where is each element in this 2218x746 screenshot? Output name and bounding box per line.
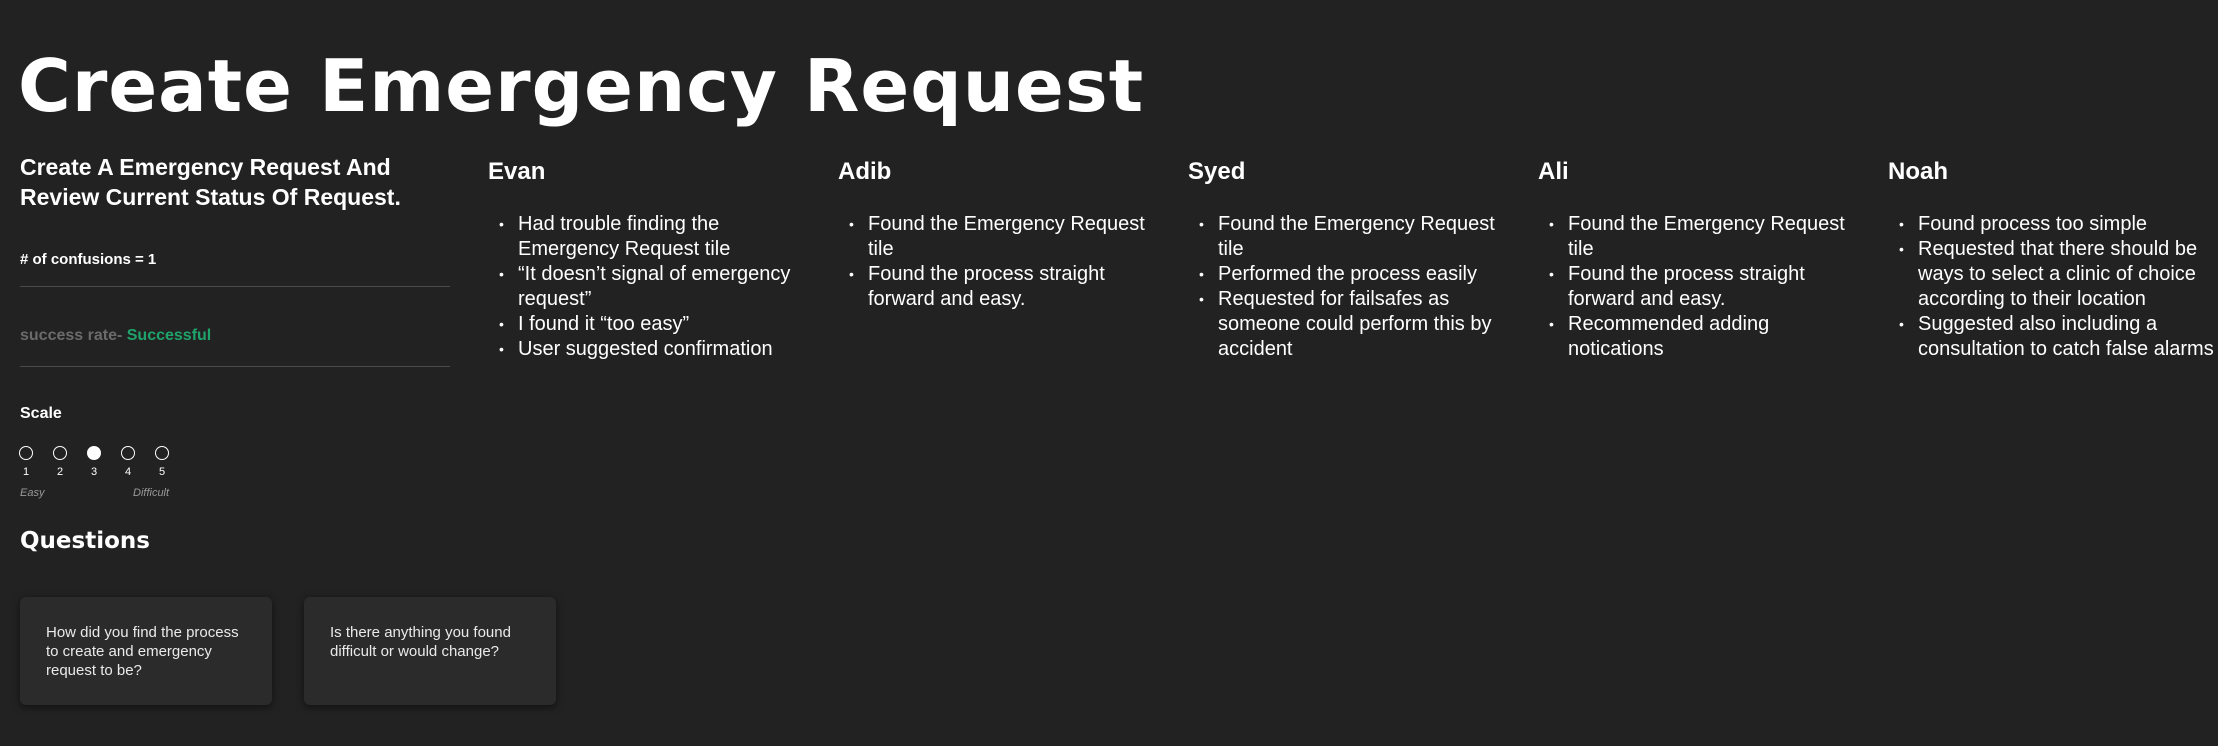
page-title: Create Emergency Request	[18, 44, 1145, 128]
confusions-count: # of confusions = 1	[20, 251, 157, 268]
note-item: • “It doesn’t signal of emergency request”	[518, 262, 818, 312]
note-item: • Found the process straight forward and easy.	[868, 262, 1168, 312]
scale-easy-label: Easy	[20, 487, 45, 499]
participant-name: Noah	[1888, 158, 1948, 185]
note-item: • Found the Emergency Request tile	[1218, 212, 1518, 262]
note-item: • Suggested also including a consultation to catch false alarms	[1918, 312, 2218, 362]
task-description: Create A Emergency Request And Review Current Status Of Request.	[20, 154, 401, 210]
participant-name: Adib	[838, 158, 892, 185]
note-item: • Requested for failsafes as someone could perform this by accident	[1218, 287, 1518, 362]
question-card: How did you find the process to create and emergency request to be?	[20, 597, 272, 705]
note-item: • Performed the process easily	[1218, 262, 1518, 287]
participant-notes	[488, 212, 818, 362]
note-item: • Had trouble finding the Emergency Request tile	[518, 212, 818, 262]
participant-name: Evan	[488, 158, 546, 185]
scale-radio-2[interactable]	[53, 446, 67, 460]
participant-column-adib	[838, 156, 1168, 312]
scale-label: Scale	[20, 405, 62, 422]
participant-column-syed	[1188, 156, 1518, 362]
note-item: • User suggested confirmation	[518, 337, 818, 362]
scale-number-3: 3	[90, 466, 98, 478]
participant-column-ali	[1538, 156, 1868, 362]
note-item: • Found the process straight forward and easy.	[1568, 262, 1868, 312]
participant-name: Syed	[1188, 158, 1246, 185]
scale-difficult-label: Difficult	[133, 487, 170, 499]
scale-number-2: 2	[56, 466, 64, 478]
note-item: • Requested that there should be ways to select a clinic of choice according to their location	[1918, 237, 2218, 312]
note-item: • Found the Emergency Request tile	[868, 212, 1168, 262]
participant-column-evan	[488, 156, 818, 362]
note-item: • I found it “too easy”	[518, 312, 818, 337]
success-rate-label: success rate-	[20, 327, 123, 344]
scale-number-4: 4	[124, 466, 132, 478]
scale-number-5: 5	[158, 466, 166, 478]
questions-heading: Questions	[20, 528, 150, 554]
scale-number-1: 1	[22, 466, 30, 478]
participant-notes	[838, 212, 1168, 312]
note-item: • Found the Emergency Request tile	[1568, 212, 1868, 262]
participant-notes	[1888, 212, 2218, 362]
scale-radio-5[interactable]	[155, 446, 169, 460]
participant-column-noah	[1888, 156, 2218, 362]
participant-name: Ali	[1538, 158, 1569, 185]
scale-radio-3[interactable]	[87, 446, 101, 460]
divider	[20, 366, 450, 367]
scale-radio-1[interactable]	[19, 446, 33, 460]
participant-notes	[1188, 212, 1518, 362]
scale-radio-4[interactable]	[121, 446, 135, 460]
divider	[20, 286, 450, 287]
success-rate-value: Successful	[126, 327, 212, 344]
note-item: • Found process too simple	[1918, 212, 2218, 237]
note-item: • Recommended adding notications	[1568, 312, 1868, 362]
question-card: Is there anything you found difficult or would change?	[304, 597, 556, 705]
success-rate	[20, 327, 211, 345]
participant-notes	[1538, 212, 1868, 362]
